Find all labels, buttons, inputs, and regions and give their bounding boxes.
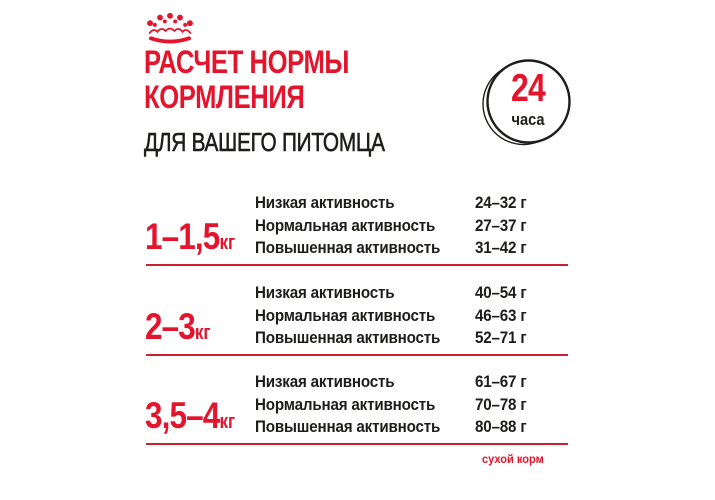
weight-value: 3,5–4: [145, 395, 220, 436]
activity-label: Низкая активность: [255, 194, 395, 212]
weight-unit: кг: [194, 322, 211, 344]
activity-row: [255, 416, 568, 439]
grams-value: 52–71 г: [475, 329, 527, 347]
activity-label: Повышенная активность: [255, 239, 441, 257]
page-title-line1: РАСЧЕТ НОРМЫ: [144, 44, 350, 80]
badge-hours-value: 24: [511, 67, 545, 110]
page-title: [144, 45, 349, 115]
activity-row: [255, 327, 568, 350]
royal-canin-crown-icon: [144, 9, 196, 46]
activity-label: Нормальная активность: [255, 395, 436, 414]
divider-rule: [146, 443, 568, 446]
activity-row: [255, 282, 568, 305]
divider-rule: [146, 264, 568, 267]
activity-rows: [255, 371, 568, 439]
weight-group-3: [145, 367, 568, 445]
daily-ration-badge: [482, 56, 574, 148]
badge-hours-unit: часа: [511, 110, 545, 129]
grams-value: 61–67 г: [475, 373, 527, 391]
activity-row: [255, 192, 568, 215]
activity-label: Повышенная активность: [255, 418, 441, 436]
grams-value: 40–54 г: [475, 284, 527, 302]
divider-rule: [146, 354, 568, 357]
weight-unit: кг: [219, 232, 236, 254]
weight-value: 1–1,5: [145, 216, 220, 257]
weight-unit: кг: [219, 411, 236, 433]
activity-row: [255, 394, 568, 417]
weight-label: [145, 216, 236, 261]
weight-label: [145, 306, 211, 351]
activity-rows: [255, 192, 568, 260]
activity-row: [255, 371, 568, 394]
grams-value: 27–37 г: [475, 216, 527, 235]
grams-value: 24–32 г: [475, 194, 527, 212]
page-subtitle: ДЛЯ ВАШЕГО ПИТОМЦА: [144, 127, 385, 157]
weight-group-2: [145, 278, 568, 356]
activity-label: Низкая активность: [255, 284, 395, 302]
grams-value: 31–42 г: [475, 239, 527, 257]
activity-row: [255, 237, 568, 260]
activity-rows: [255, 282, 568, 350]
activity-label: Низкая активность: [255, 373, 395, 391]
grams-value: 46–63 г: [475, 306, 527, 325]
grams-value: 70–78 г: [475, 395, 527, 414]
weight-label: [145, 395, 236, 440]
activity-label: Нормальная активность: [255, 216, 436, 235]
activity-label: Повышенная активность: [255, 329, 441, 347]
weight-value: 2–3: [145, 306, 195, 347]
weight-group-1: [145, 188, 568, 266]
activity-label: Нормальная активность: [255, 306, 436, 325]
activity-row: [255, 215, 568, 238]
dry-food-note: сухой корм: [482, 452, 544, 466]
activity-row: [255, 305, 568, 328]
grams-value: 80–88 г: [475, 418, 527, 436]
page-title-line2: КОРМЛЕНИЯ: [144, 79, 305, 115]
